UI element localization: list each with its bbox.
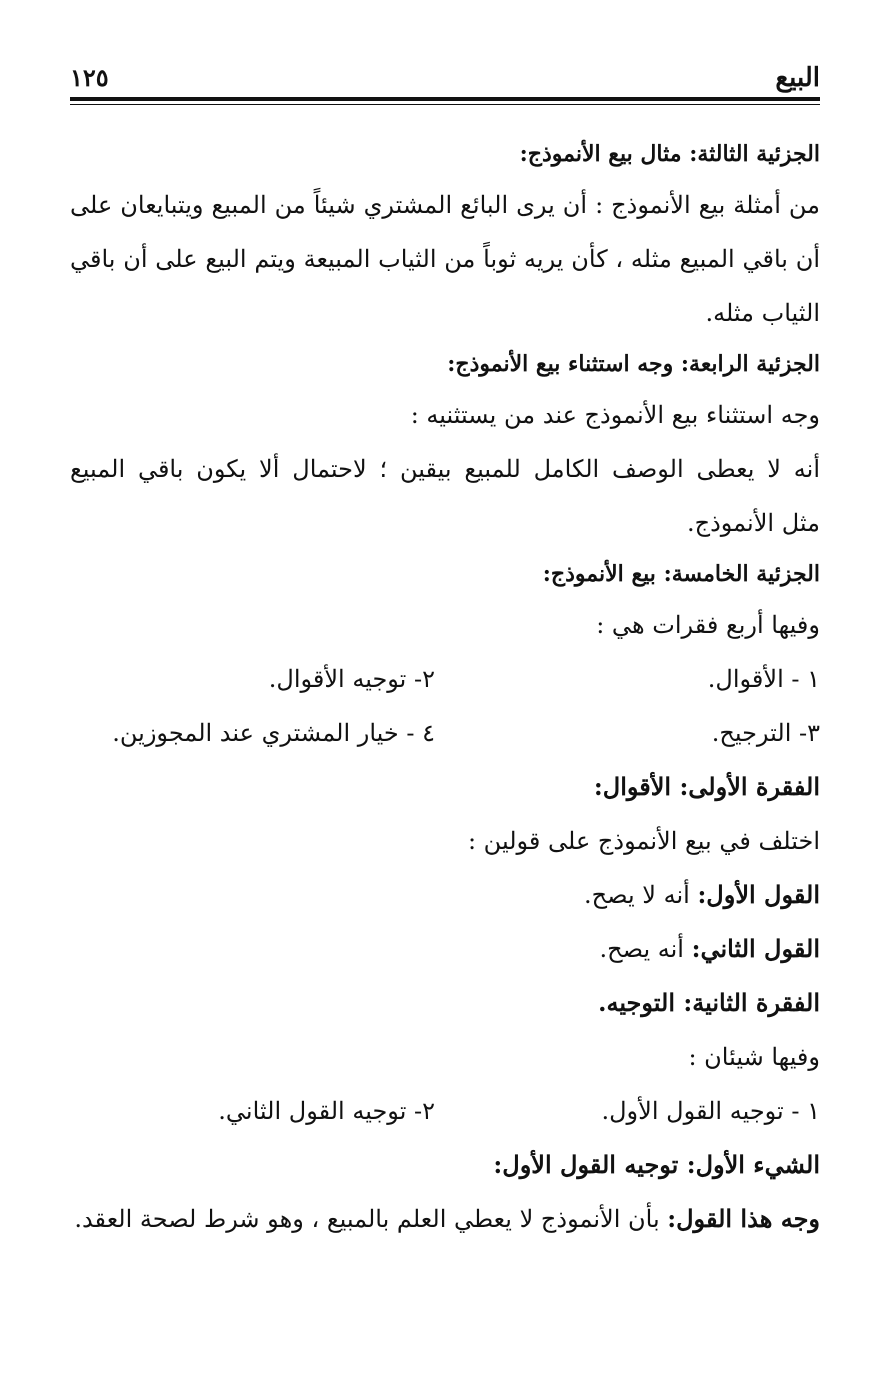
opinion-text: أنه يصح. bbox=[599, 935, 692, 963]
page-number: ١٢٥ bbox=[70, 63, 109, 92]
list-item: ٤ - خيار المشتري عند المجوزين. bbox=[112, 719, 435, 747]
paragraph-line: اختلف في بيع الأنموذج على قولين : bbox=[467, 827, 820, 855]
paragraph-line: وجه استثناء بيع الأنموذج عند من يستثنيه : bbox=[410, 401, 820, 429]
list-item: ٢- توجيه القول الثاني. bbox=[218, 1097, 435, 1125]
paragraph-line: من أمثلة بيع الأنموذج : أن يرى البائع المشتري شيئاً من المبيع ويتبايعان على bbox=[70, 191, 820, 219]
section-heading-third: الجزئية الثالثة: مثال بيع الأنموذج: bbox=[519, 141, 820, 167]
subsection-heading-second: الفقرة الثانية: التوجيه. bbox=[598, 988, 820, 1017]
subsection-heading-thing: الشيء الأول: توجيه القول الأول: bbox=[493, 1150, 820, 1179]
opinion-line bbox=[70, 922, 820, 976]
header-rule-thick bbox=[70, 97, 820, 101]
reason-text: بأن الأنموذج لا يعطي العلم بالمبيع ، وهو شرط لصحة العقد. bbox=[74, 1205, 668, 1233]
page-body bbox=[70, 130, 820, 1246]
paragraph-line: أن باقي المبيع مثله ، كأن يريه ثوباً من الثياب المبيعة ويتم البيع على أن باقي bbox=[70, 245, 820, 273]
opinion-line bbox=[70, 868, 820, 922]
list-item: ٣- الترجيح. bbox=[711, 719, 820, 747]
opinion-label: القول الثاني: bbox=[691, 934, 820, 963]
opinion-text: أنه لا يصح. bbox=[584, 881, 698, 909]
section-heading-fifth: الجزئية الخامسة: بيع الأنموذج: bbox=[542, 561, 820, 587]
opinion-label: القول الأول: bbox=[697, 880, 820, 909]
list-item: ٢- توجيه الأقوال. bbox=[268, 665, 435, 693]
section-heading-fourth: الجزئية الرابعة: وجه استثناء بيع الأنموذج: bbox=[447, 351, 820, 377]
paragraph-line: وفيها شيئان : bbox=[688, 1043, 820, 1071]
running-title: البيع bbox=[775, 63, 820, 93]
paragraph-line: وفيها أربع فقرات هي : bbox=[596, 611, 820, 639]
header-rule-thin bbox=[70, 104, 820, 105]
list-item: ١ - توجيه القول الأول. bbox=[601, 1097, 820, 1125]
list-row bbox=[70, 1084, 820, 1138]
list-row bbox=[70, 706, 820, 760]
subsection-heading-first: الفقرة الأولى: الأقوال: bbox=[593, 772, 820, 801]
page-header bbox=[70, 58, 820, 98]
list-row bbox=[70, 652, 820, 706]
reason-label: وجه هذا القول: bbox=[667, 1204, 820, 1233]
paragraph-line: مثل الأنموذج. bbox=[686, 509, 820, 537]
list-item: ١ - الأقوال. bbox=[707, 665, 820, 693]
paragraph-line: الثياب مثله. bbox=[705, 299, 820, 327]
paragraph-line: أنه لا يعطى الوصف الكامل للمبيع بيقين ؛ لاحتمال ألا يكون باقي المبيع bbox=[70, 455, 820, 483]
reason-line bbox=[70, 1192, 820, 1246]
